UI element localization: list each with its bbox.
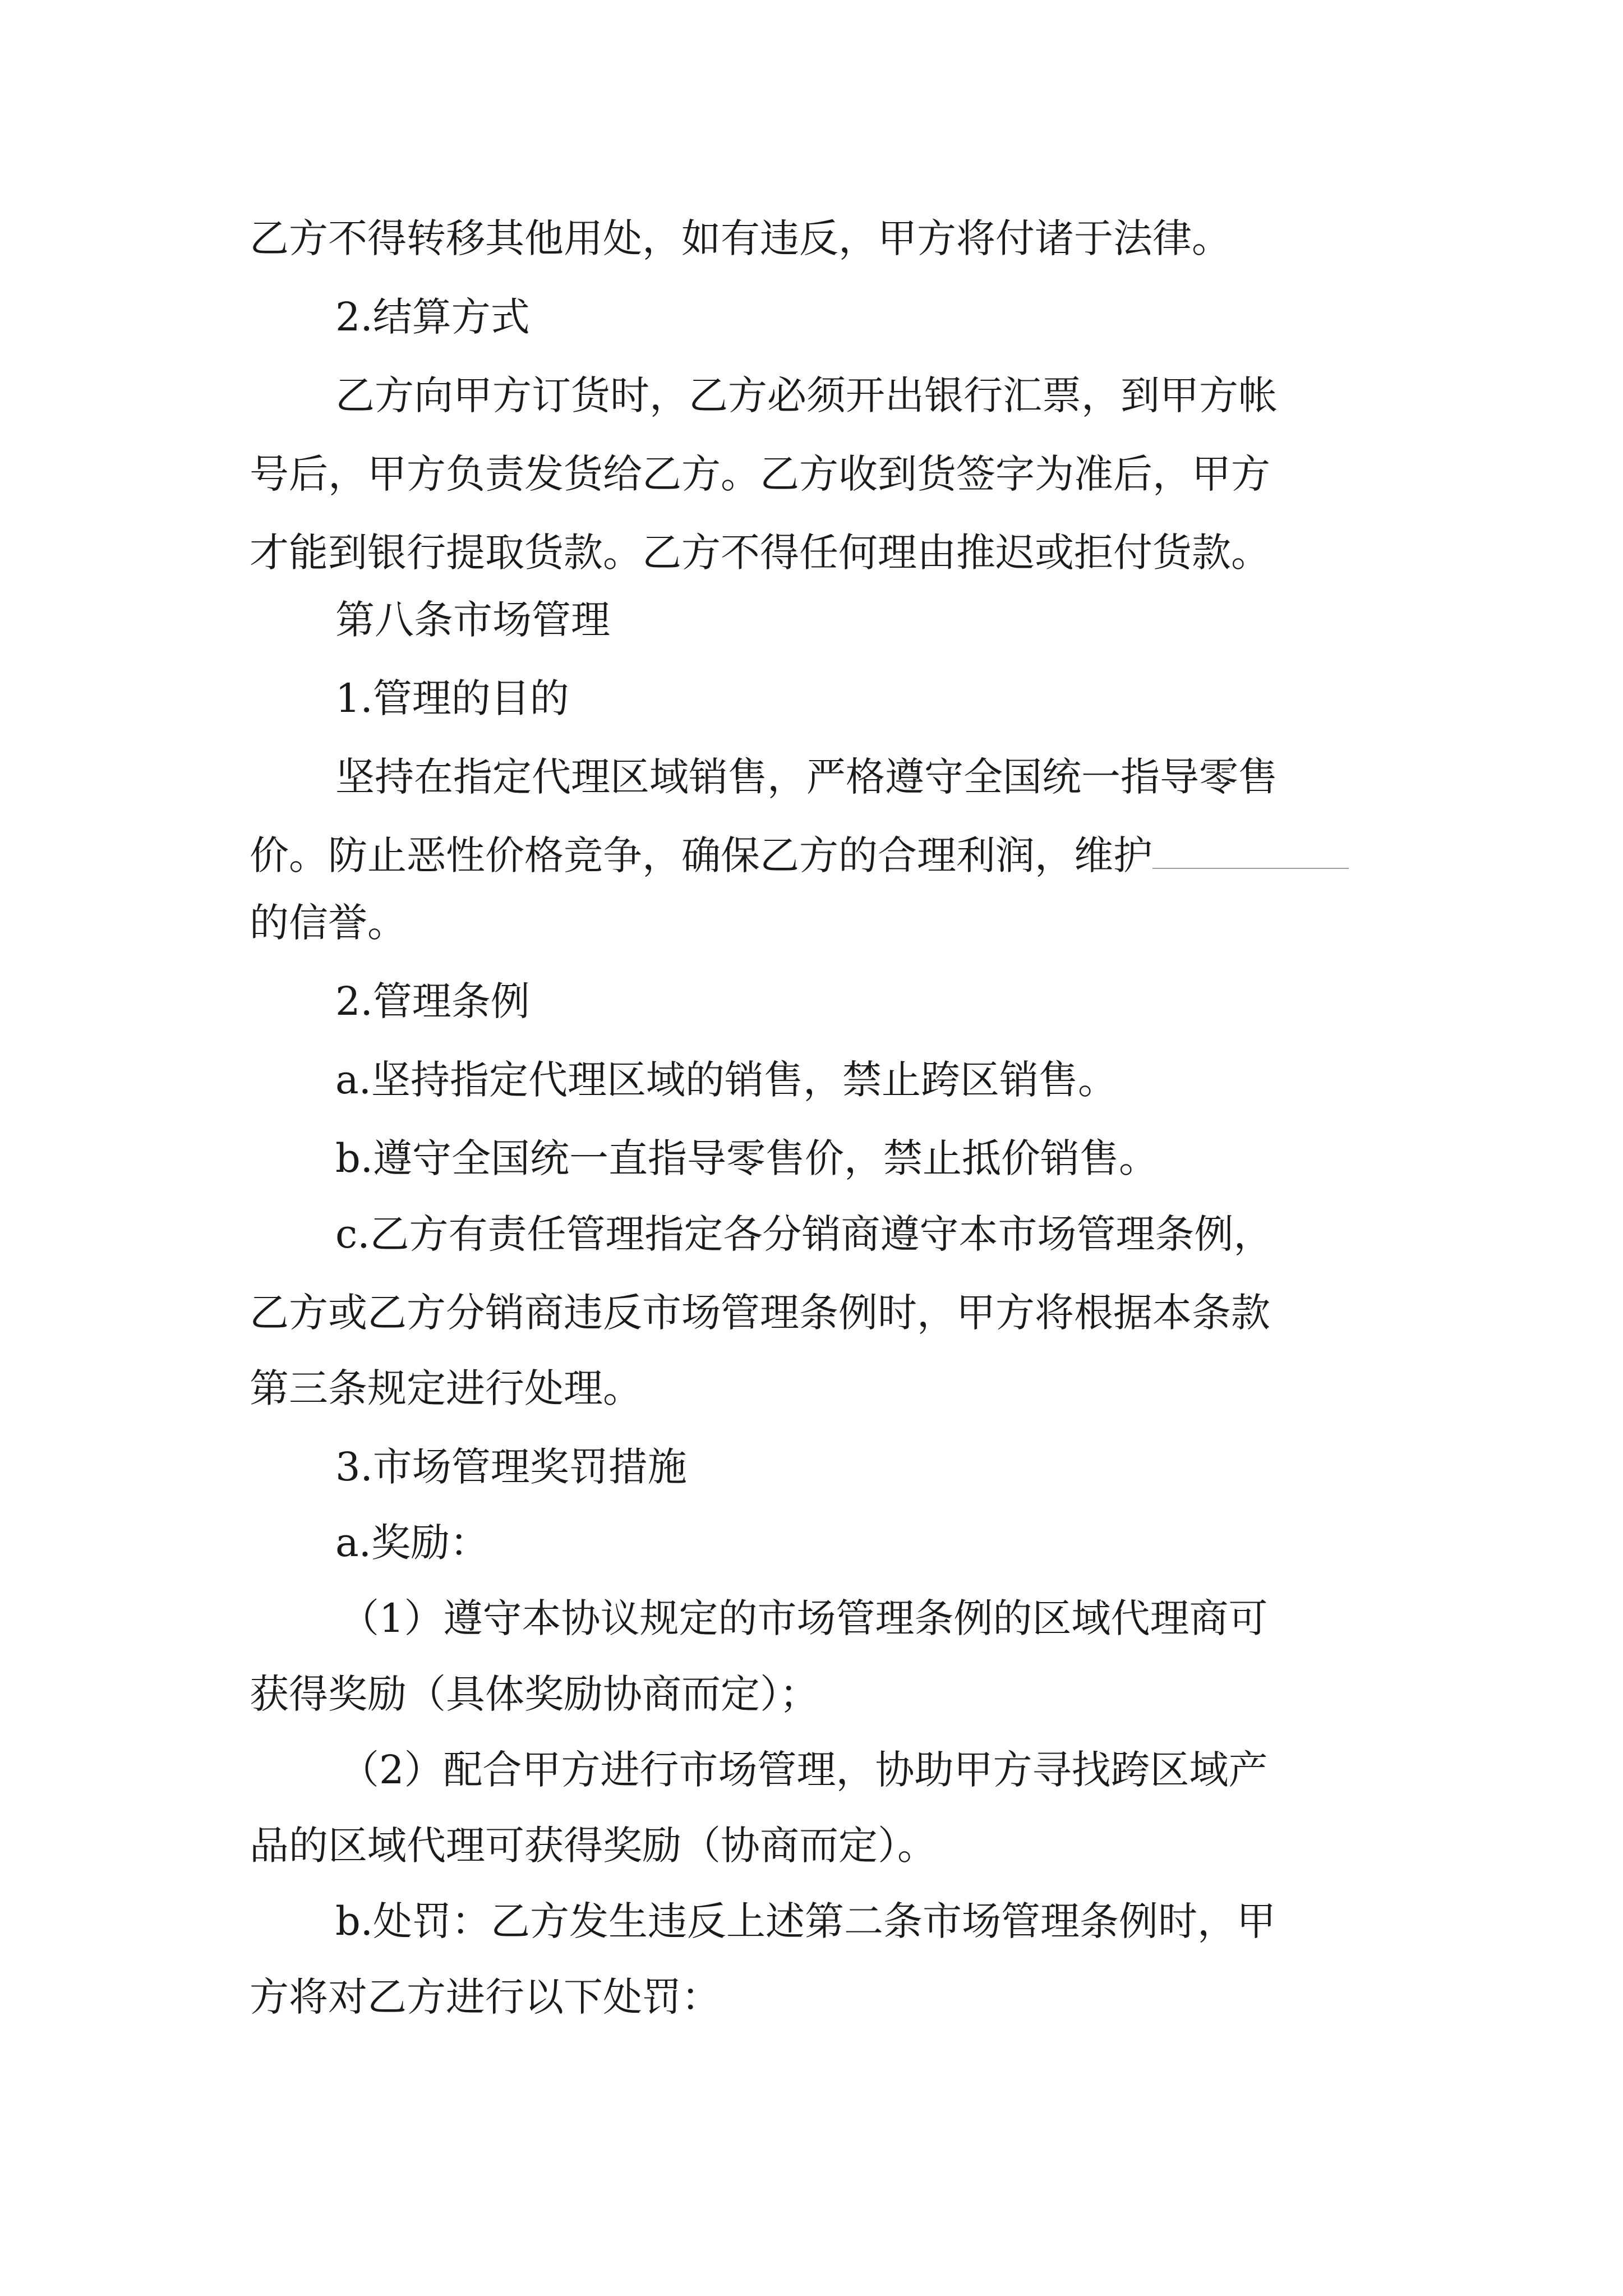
reward-item-1: （1）遵守本协议规定的市场管理条例的区域代理商可 <box>340 1595 1268 1641</box>
reward-heading: a.奖励： <box>335 1520 489 1566</box>
section-heading-rewards-penalties: 3.市场管理奖罚措施 <box>335 1444 687 1490</box>
reward-item-2: （2）配合甲方进行市场管理，协助甲方寻找跨区域产 <box>340 1747 1268 1793</box>
paragraph-line-24: 方将对乙方进行以下处罚： <box>250 1974 721 2020</box>
regulation-item-b: b.遵守全国统一直指导零售价，禁止抵价销售。 <box>335 1135 1159 1181</box>
paragraph-line-16: 第三条规定进行处理。 <box>250 1365 642 1411</box>
regulation-item-c: c.乙方有责任管理指定各分销商遵守本市场管理条例， <box>335 1211 1273 1257</box>
section-heading-settlement: 2.结算方式 <box>335 294 530 340</box>
paragraph-line-9 <box>250 830 1349 881</box>
section-heading-purpose: 1.管理的目的 <box>335 675 569 721</box>
paragraph-line-3: 乙方向甲方订货时，乙方必须开出银行汇票，到甲方帐 <box>335 372 1278 418</box>
paragraph-line-15: 乙方或乙方分销商违反市场管理条例时，甲方将根据本条款 <box>250 1290 1270 1336</box>
paragraph-line-10: 的信誉。 <box>250 900 407 946</box>
paragraph-line-1: 乙方不得转移其他用处，如有违反，甲方将付诸于法律。 <box>250 215 1231 261</box>
article-heading-market-management: 第八条市场管理 <box>335 597 610 643</box>
paragraph-line-4: 号后，甲方负责发货给乙方。乙方收到货签字为准后，甲方 <box>250 451 1270 497</box>
penalty-heading: b.处罚：乙方发生违反上述第二条市场管理条例时，甲 <box>335 1898 1276 1944</box>
fill-in-blank <box>1152 835 1349 869</box>
paragraph-line-8: 坚持在指定代理区域销售，严格遵守全国统一指导零售 <box>335 754 1278 800</box>
regulation-item-a: a.坚持指定代理区域的销售，禁止跨区销售。 <box>335 1057 1117 1103</box>
paragraph-line-5: 才能到银行提取货款。乙方不得任何理由推迟或拒付货款。 <box>250 530 1270 576</box>
section-heading-regulations: 2.管理条例 <box>335 978 530 1024</box>
paragraph-line-9-text: 价。防止恶性价格竞争，确保乙方的合理利润，维护 <box>250 832 1152 878</box>
paragraph-line-20: 获得奖励（具体奖励协商而定）； <box>250 1671 819 1717</box>
paragraph-line-22: 品的区域代理可获得奖励（协商而定）。 <box>250 1823 937 1869</box>
